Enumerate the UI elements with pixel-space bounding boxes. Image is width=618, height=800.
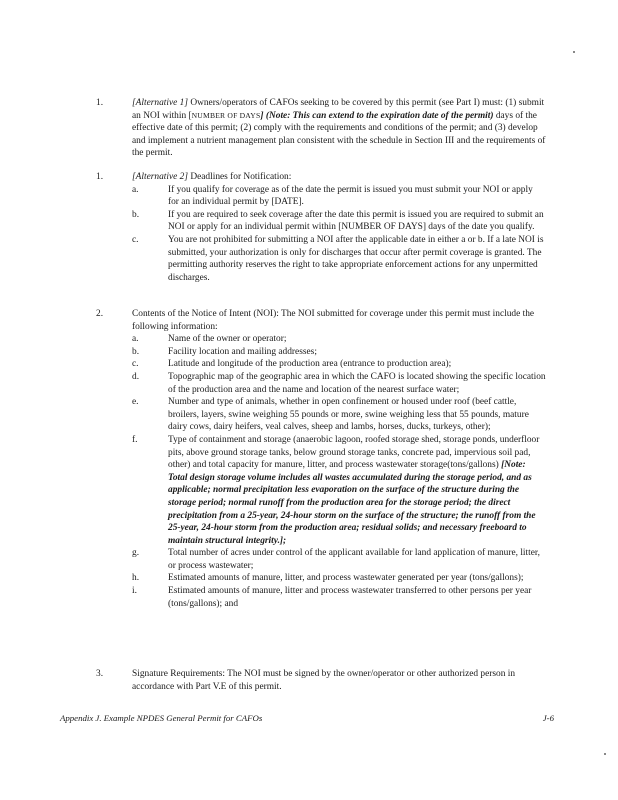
list-text: Latitude and longitude of the production area (entrance to production area); <box>168 359 452 370</box>
list-text: Number and type of animals, whether in open confinement or housed under roof (beef cattle, broilers, layers, swine weighing 55 pounds or more, swine weighing less that 55 pounds, mature dairy cows, dairy heifers, veal calves, sheep and lambs, horses, ducks, turkeys, other); <box>168 397 529 433</box>
section-title: Contents of the Notice of Intent (NOI): The NOI submitted for coverage under this permit must include the following information: <box>132 309 535 332</box>
paragraph-noi-contents <box>96 308 546 610</box>
list-text: If you qualify for coverage as of the date the permit is issued you must submit your NOI or apply for an individual permit by [DATE]. <box>168 184 533 208</box>
storage-note: [Note: Total design storage volume includes all wastes accumulated during the storage period, and as applicable; normal precipitation less evaporation on the surface of the structure during the storage period; normal runoff from the production area for the storage period; the direct precipitation from a 25-year, 24-hour storm on the surface of the structure; the runoff from the 25-year, 24-hour storm from the production area; residual solids; and necessary freeboard to maintain structural integrity.]; <box>168 460 536 546</box>
page-number: J-6 <box>542 713 554 723</box>
list-text: Total number of acres under control of the applicant available for land application of manure, litter, or process wastewater; <box>168 548 540 571</box>
list-letter: h. <box>132 573 140 584</box>
list-item <box>132 346 546 359</box>
list-item <box>132 371 546 396</box>
list-letter: b. <box>132 209 140 220</box>
list-letter: g. <box>132 548 140 559</box>
list-text: Name of the owner or operator; <box>168 334 287 345</box>
list-item <box>132 396 546 434</box>
alternative-label: [Alternative 1] <box>132 98 188 108</box>
list-letter: a. <box>132 334 139 345</box>
list-item <box>132 547 546 572</box>
placeholder-number-of-days: NUMBER OF DAYS <box>191 110 261 120</box>
item-number: 1. <box>96 98 104 108</box>
list-text: Facility location and mailing addresses; <box>168 346 317 357</box>
list-letter: i. <box>132 586 137 597</box>
paragraph-text: Owners/operators of CAFOs seeking to be covered by this permit (see Part I) must: (1) submit an NOI within [ <box>132 98 545 121</box>
list-text: Type of containment and storage (anaerobic lagoon, roofed storage shed, storage ponds, underfloor pits, above ground storage tanks, below ground storage tanks, concrete pad, impervious soil pad, other) and total capacity for manure, litter, and process wastewater storage(tons/gallons) <box>168 434 540 471</box>
list-letter: c. <box>132 234 139 245</box>
list-letter: c. <box>132 359 139 370</box>
expiration-note: ] (Note: This can extend to the expiration date of the permit) <box>260 110 494 121</box>
list-text: You are not prohibited for submitting a NOI after the applicable date in either a or b. If a late NOI is submitted, your authorization is only for discharges that occur after permit coverage is granted. The permitting authority reserves the right to take appropriate enforcement actions for any unpermitted discharges. <box>168 234 544 283</box>
list-text: If you are required to seek coverage after the date this permit is issued you are required to submit an NOI or apply for an individual permit within [NUMBER OF DAYS] days of the date you qualify. <box>168 209 544 233</box>
section-title: Signature Requirements: The NOI must be signed by the owner/operator or other authorized person in accordance with Part V.E of this permit. <box>132 669 516 692</box>
scan-speck <box>604 753 606 755</box>
list-item <box>132 358 546 371</box>
section-title: Deadlines for Notification: <box>187 172 292 182</box>
list-letter: e. <box>132 397 139 408</box>
scan-speck <box>573 51 575 53</box>
page-footer <box>60 713 554 723</box>
list-item <box>132 209 546 234</box>
paragraph-alternative-1 <box>96 97 546 160</box>
list-item <box>132 572 546 585</box>
paragraph-text: days of the effective date of this permit; (2) comply with the requirements and conditions of the permit; and (3) develop and implement a nutrient management plan consistent with the schedule in Section III and the requirements of the permit. <box>132 110 546 159</box>
list-text: Topographic map of the geographic area in which the CAFO is located showing the specific location of the production area and the name and location of the nearest surface water; <box>168 371 546 395</box>
list-item <box>132 434 546 547</box>
item-number: 2. <box>96 309 104 319</box>
list-letter: a. <box>132 184 139 195</box>
alternative-label: [Alternative 2] <box>132 172 188 182</box>
list-text: Estimated amounts of manure, litter and process wastewater transferred to other persons per year (tons/gallons); and <box>168 586 532 609</box>
paragraph-alternative-2 <box>96 171 546 284</box>
paragraph-signature-requirements <box>96 668 546 693</box>
item-number: 1. <box>96 172 104 182</box>
list-item <box>132 184 546 209</box>
list-text: Estimated amounts of manure, litter, and process wastewater generated per year (tons/gallons); <box>168 573 524 584</box>
list-item <box>132 333 546 346</box>
item-number: 3. <box>96 669 104 679</box>
list-item <box>132 234 546 284</box>
list-letter: f. <box>132 434 138 445</box>
list-item <box>132 585 546 610</box>
footer-title: Appendix J. Example NPDES General Permit for CAFOs <box>60 713 263 723</box>
list-letter: d. <box>132 371 140 382</box>
list-letter: b. <box>132 346 140 357</box>
